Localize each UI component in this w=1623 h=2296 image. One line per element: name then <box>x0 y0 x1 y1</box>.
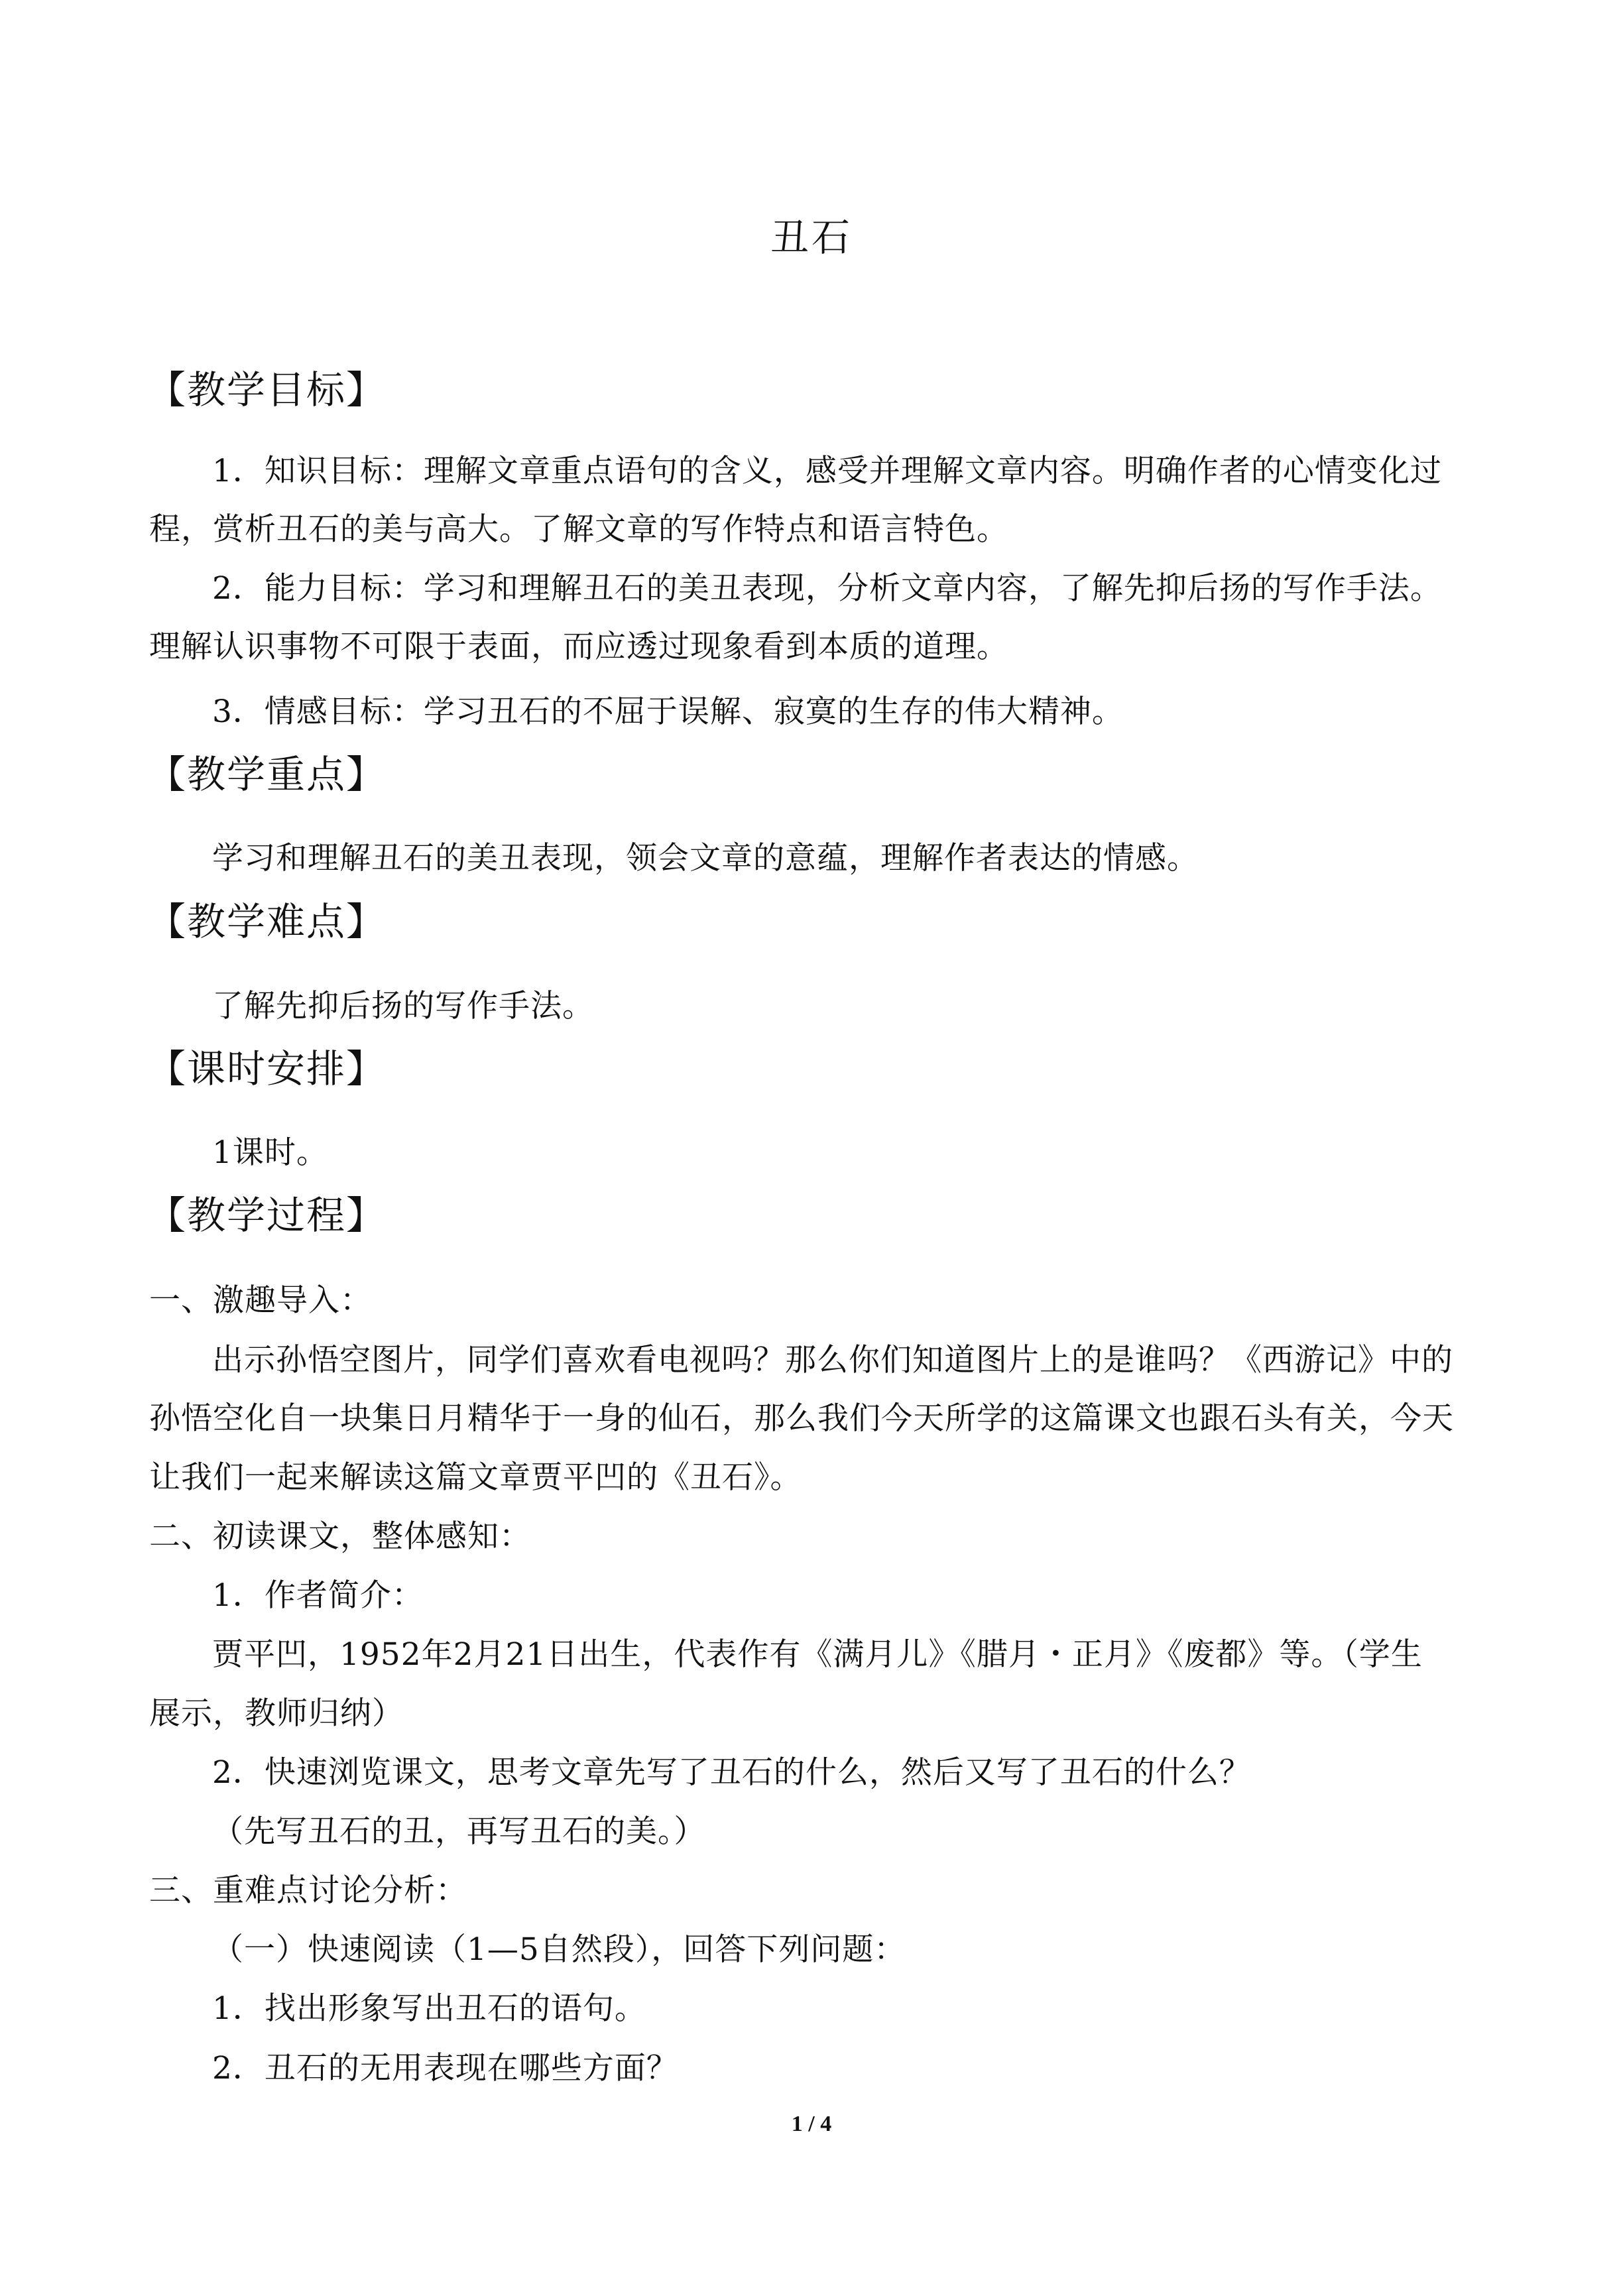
paragraph-line: 了解先抑后扬的写作手法。 <box>212 988 594 1024</box>
paragraph-line: 2．丑石的无用表现在哪些方面？ <box>212 2050 678 2086</box>
paragraph-line: 理解认识事物不可限于表面，而应透过现象看到本质的道理。 <box>149 629 1008 665</box>
paragraph-line: 2．快速浏览课文，思考文章先写了丑石的什么，然后又写了丑石的什么？ <box>212 1754 1251 1791</box>
page-title: 丑石 <box>770 215 853 260</box>
paragraph-line: 1课时。 <box>212 1134 328 1171</box>
section-heading-schedule: 【课时安排】 <box>147 1046 387 1091</box>
paragraph-line: （先写丑石的丑，再写丑石的美。） <box>212 1813 706 1850</box>
paragraph-line: 3．情感目标：学习丑石的不屈于误解、寂寞的生存的伟大精神。 <box>212 694 1124 730</box>
section-heading-key-points: 【教学重点】 <box>147 752 387 797</box>
paragraph-line: 展示，教师归纳） <box>149 1695 404 1732</box>
paragraph-line: 一、激趣导入： <box>149 1282 372 1319</box>
section-heading-objectives: 【教学目标】 <box>147 367 387 412</box>
paragraph-line: 出示孙悟空图片，同学们喜欢看电视吗？那么你们知道图片上的是谁吗？《西游记》中的 <box>212 1342 1453 1378</box>
paragraph-line: 1．作者简介： <box>212 1577 424 1614</box>
section-heading-difficulties: 【教学难点】 <box>147 899 387 944</box>
paragraph-line: 二、初读课文，整体感知： <box>149 1518 531 1555</box>
section-heading-process: 【教学过程】 <box>147 1193 387 1238</box>
paragraph-line: （一）快速阅读（1—5自然段），回答下列问题： <box>212 1931 906 1968</box>
paragraph-line: 程，赏析丑石的美与高大。了解文章的写作特点和语言特色。 <box>149 511 1008 548</box>
page-number: 1 / 4 <box>791 2112 832 2136</box>
paragraph-line: 孙悟空化自一块集日月精华于一身的仙石，那么我们今天所学的这篇课文也跟石头有关，今天 <box>149 1400 1454 1437</box>
paragraph-line: 1．知识目标：理解文章重点语句的含义，感受并理解文章内容。明确作者的心情变化过 <box>212 453 1442 489</box>
paragraph-line: 2．能力目标：学习和理解丑石的美丑表现，分析文章内容，了解先抑后扬的写作手法。 <box>212 570 1442 607</box>
paragraph-line: 1．找出形象写出丑石的语句。 <box>212 1990 646 2027</box>
paragraph-line: 让我们一起来解读这篇文章贾平凹的《丑石》。 <box>149 1459 802 1496</box>
paragraph-line: 学习和理解丑石的美丑表现，领会文章的意蕴，理解作者表达的情感。 <box>212 840 1199 876</box>
paragraph-line: 贾平凹，1952年2月21日出生，代表作有《满月儿》《腊月・正月》《废都》等。（学生 <box>212 1636 1423 1673</box>
paragraph-line: 三、重难点讨论分析： <box>149 1872 467 1909</box>
